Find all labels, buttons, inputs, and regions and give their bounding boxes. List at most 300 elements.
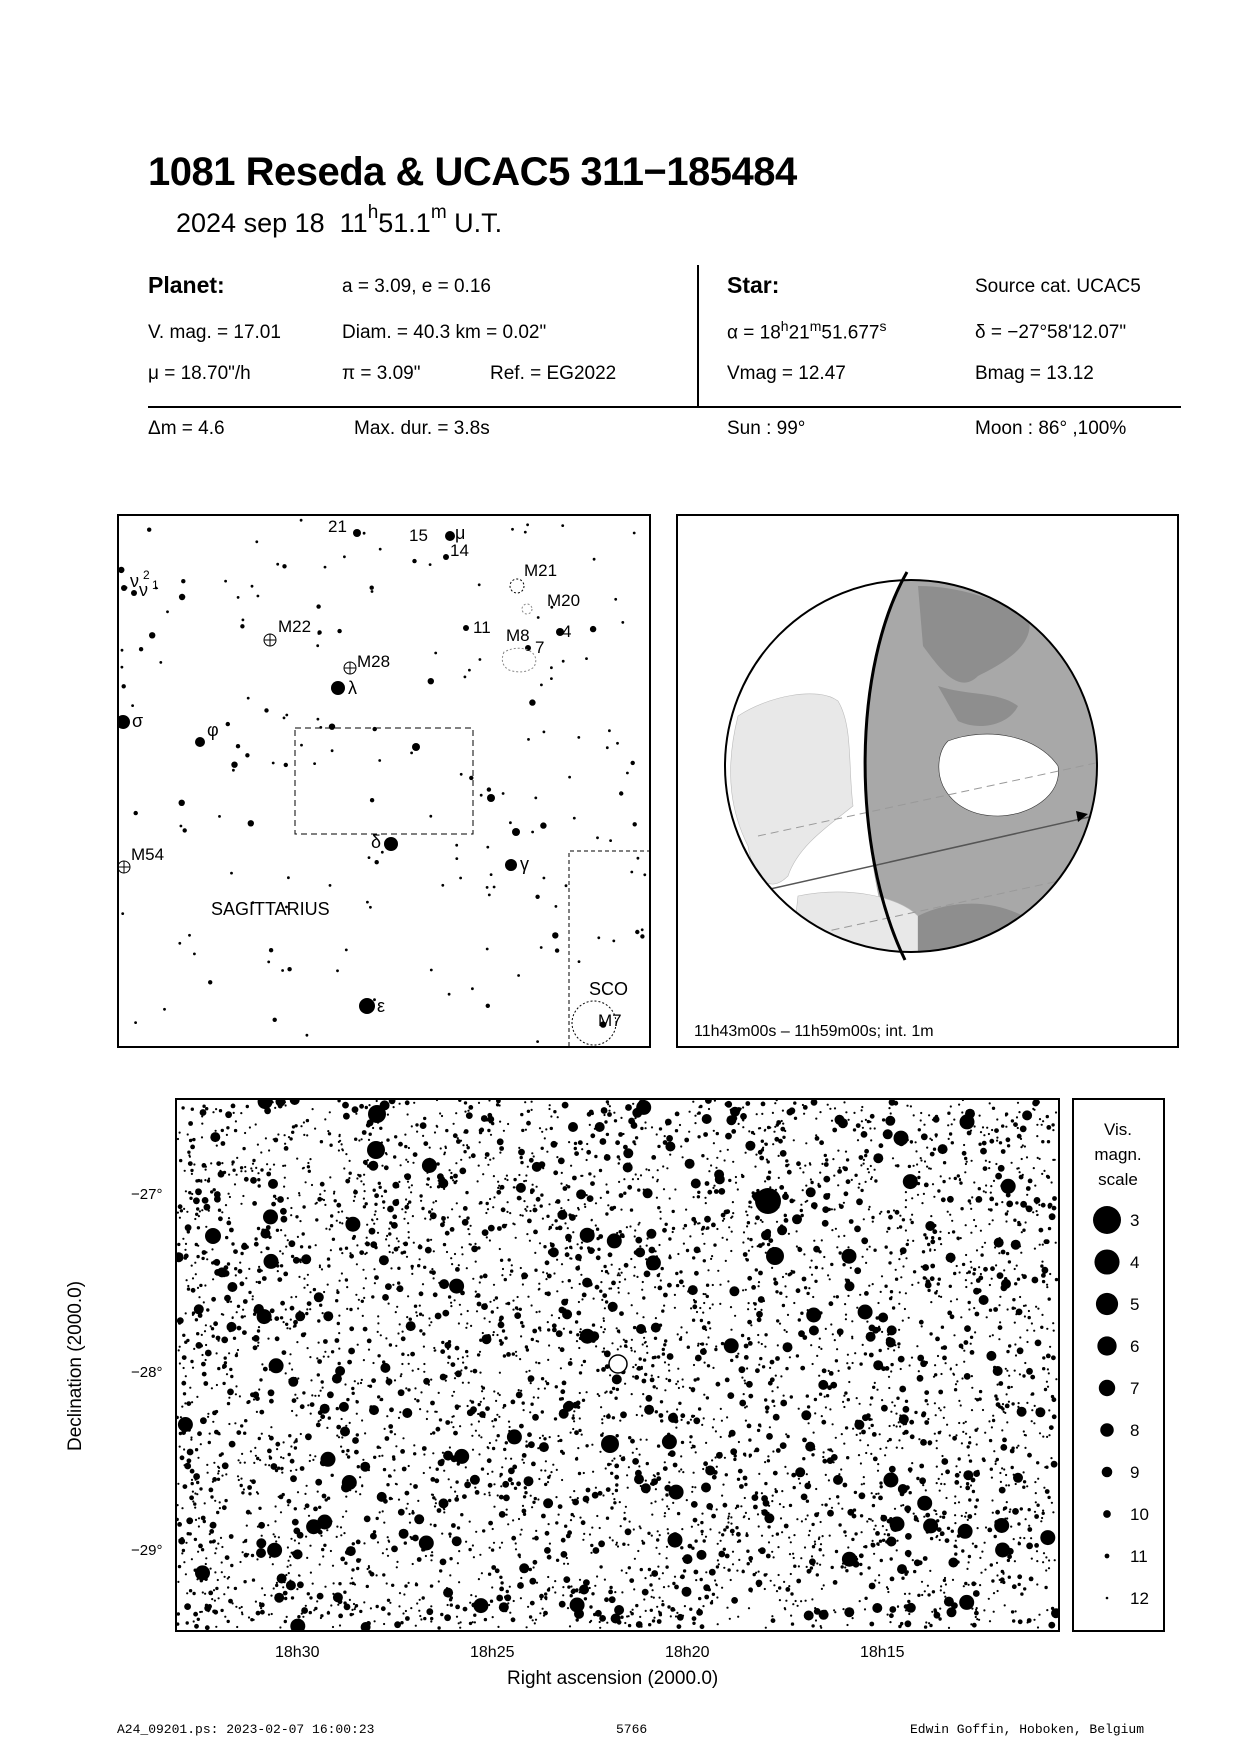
field-star <box>289 1240 296 1247</box>
field-star <box>833 1580 838 1585</box>
field-star <box>536 1197 541 1202</box>
field-star <box>193 1348 195 1350</box>
field-star <box>382 1294 389 1301</box>
field-star <box>386 1138 389 1141</box>
field-star <box>520 1156 523 1159</box>
field-star <box>349 1599 351 1601</box>
field-star <box>822 1535 824 1537</box>
field-star <box>726 1526 729 1529</box>
field-star <box>978 1397 981 1400</box>
field-star <box>872 1540 874 1542</box>
field-star <box>790 1615 792 1617</box>
field-star <box>244 1539 247 1542</box>
field-star <box>1014 1370 1016 1372</box>
field-star <box>547 1555 552 1560</box>
field-star <box>752 1498 754 1500</box>
field-star <box>579 1579 581 1581</box>
field-star <box>938 1237 941 1240</box>
finder-star <box>597 936 600 939</box>
field-star <box>905 1620 912 1627</box>
field-star <box>240 1424 243 1427</box>
field-star <box>257 1144 259 1146</box>
field-star <box>857 1139 859 1141</box>
field-star <box>512 1223 514 1225</box>
field-star <box>997 1590 999 1592</box>
field-star <box>742 1570 744 1572</box>
m20-symbol <box>522 604 532 614</box>
field-star <box>187 1285 189 1287</box>
field-star <box>990 1192 992 1194</box>
field-star <box>310 1402 315 1407</box>
field-star <box>735 1507 737 1509</box>
field-star <box>778 1574 780 1576</box>
field-star <box>687 1421 690 1424</box>
field-star <box>266 1247 269 1250</box>
field-star <box>1024 1315 1026 1317</box>
field-star <box>430 1523 432 1525</box>
field-star <box>477 1302 482 1307</box>
field-star <box>908 1317 910 1319</box>
field-star <box>302 1232 305 1235</box>
field-star <box>254 1242 259 1247</box>
field-star <box>178 1349 180 1351</box>
field-star <box>285 1574 287 1576</box>
field-star <box>969 1436 971 1438</box>
field-star <box>859 1600 861 1602</box>
field-star <box>469 1602 471 1604</box>
field-star <box>306 1557 308 1559</box>
field-star <box>905 1533 912 1540</box>
field-star <box>627 1185 632 1190</box>
field-star <box>711 1255 713 1257</box>
finder-star <box>163 1008 166 1011</box>
field-star <box>928 1167 930 1169</box>
field-star <box>499 1576 502 1579</box>
field-star <box>191 1482 194 1485</box>
field-star <box>205 1226 207 1228</box>
field-star <box>645 1168 647 1170</box>
field-star <box>1023 1480 1026 1483</box>
finder-star <box>479 658 482 661</box>
field-star <box>987 1528 992 1533</box>
field-star <box>407 1222 409 1224</box>
field-star <box>230 1301 232 1303</box>
field-star <box>286 1616 288 1618</box>
field-star <box>200 1417 207 1424</box>
field-star <box>327 1457 329 1459</box>
field-star <box>601 1299 603 1301</box>
field-star <box>472 1449 474 1451</box>
m21-symbol <box>510 579 524 593</box>
field-star <box>813 1246 820 1253</box>
field-star <box>256 1281 258 1283</box>
field-star <box>882 1539 885 1542</box>
finder-star <box>631 761 635 765</box>
field-star <box>947 1211 949 1213</box>
field-star <box>906 1603 916 1613</box>
field-star <box>548 1344 550 1346</box>
finder-star <box>345 949 348 952</box>
field-star <box>872 1283 874 1285</box>
field-star <box>919 1464 924 1469</box>
field-star <box>1043 1487 1045 1489</box>
field-star <box>563 1563 565 1565</box>
field-star <box>872 1520 874 1522</box>
field-star <box>608 1288 610 1290</box>
field-star <box>666 1546 668 1548</box>
field-star <box>809 1266 811 1268</box>
field-star <box>451 1208 453 1210</box>
field-star <box>627 1487 629 1489</box>
field-star <box>814 1541 816 1543</box>
field-star <box>771 1551 773 1553</box>
field-star <box>256 1548 266 1558</box>
field-star <box>569 1496 571 1498</box>
field-star <box>226 1221 231 1226</box>
field-star <box>968 1301 971 1304</box>
field-star <box>609 1105 611 1107</box>
field-star <box>975 1398 977 1400</box>
field-star <box>664 1461 666 1463</box>
field-star <box>845 1426 848 1429</box>
field-star <box>610 1472 613 1475</box>
field-star <box>804 1611 814 1621</box>
field-star <box>387 1599 390 1602</box>
field-star <box>751 1246 753 1248</box>
field-star <box>896 1425 898 1427</box>
field-star <box>211 1248 213 1250</box>
field-star <box>339 1280 341 1282</box>
field-star <box>283 1441 285 1443</box>
field-star <box>759 1156 764 1161</box>
star-7 <box>525 645 531 651</box>
finder-star <box>486 886 489 889</box>
field-star <box>1047 1140 1050 1143</box>
field-star <box>379 1127 382 1130</box>
field-star <box>190 1469 195 1474</box>
field-star <box>290 1296 292 1298</box>
field-star <box>796 1354 799 1357</box>
label-epsilon: ε <box>377 996 386 1016</box>
field-star <box>253 1398 255 1400</box>
field-star <box>327 1257 330 1260</box>
field-star <box>888 1376 890 1378</box>
field-star <box>1044 1466 1046 1468</box>
field-star <box>529 1568 532 1571</box>
field-star <box>782 1276 784 1278</box>
field-star <box>493 1542 495 1544</box>
field-star <box>1001 1124 1004 1127</box>
field-star <box>985 1191 987 1193</box>
field-star <box>410 1483 412 1485</box>
field-star <box>609 1537 611 1539</box>
field-star <box>264 1254 279 1269</box>
field-star <box>183 1392 186 1395</box>
field-star <box>1040 1530 1055 1545</box>
field-star <box>430 1379 432 1381</box>
field-star <box>561 1172 563 1174</box>
field-star <box>213 1321 218 1326</box>
field-star <box>748 1438 751 1441</box>
field-star <box>545 1598 547 1600</box>
field-star <box>399 1529 409 1539</box>
field-star <box>809 1446 811 1448</box>
field-star <box>773 1414 780 1421</box>
field-star <box>656 1606 658 1608</box>
field-star <box>989 1161 991 1163</box>
field-star <box>497 1392 499 1394</box>
field-star <box>247 1485 252 1490</box>
field-star <box>430 1212 437 1219</box>
field-star <box>423 1363 425 1365</box>
field-star <box>499 1248 501 1250</box>
field-star <box>570 1585 572 1587</box>
field-star <box>680 1326 682 1328</box>
field-star <box>491 1420 493 1422</box>
field-star <box>342 1149 344 1151</box>
field-star <box>780 1400 787 1407</box>
field-star <box>529 1210 531 1212</box>
field-star <box>590 1544 593 1547</box>
field-star <box>798 1565 800 1567</box>
field-star <box>404 1134 406 1136</box>
field-star <box>608 1590 613 1595</box>
field-star <box>221 1313 223 1315</box>
field-star <box>225 1555 230 1560</box>
field-star <box>869 1622 874 1627</box>
field-star <box>207 1472 209 1474</box>
field-star <box>289 1362 291 1364</box>
field-star <box>616 1542 618 1544</box>
field-star <box>747 1221 750 1224</box>
field-star <box>843 1406 845 1408</box>
field-star <box>684 1605 686 1607</box>
field-star <box>625 1528 632 1535</box>
sun-elongation: Sun : 99° <box>727 418 806 439</box>
field-star <box>506 1352 511 1357</box>
field-star <box>478 1434 480 1436</box>
field-star <box>568 1279 571 1282</box>
field-star <box>546 1291 551 1296</box>
field-star <box>863 1476 865 1478</box>
field-star <box>817 1512 819 1514</box>
field-star <box>862 1127 864 1129</box>
field-star <box>392 1182 399 1189</box>
field-star <box>732 1161 734 1163</box>
field-star <box>257 1227 260 1230</box>
field-star <box>268 1614 270 1616</box>
field-star <box>664 1135 666 1137</box>
field-star <box>252 1163 254 1165</box>
field-star <box>566 1557 568 1559</box>
field-star <box>700 1521 703 1524</box>
field-star <box>949 1214 951 1216</box>
star-right-ascension: $\alpha = 18^h21^m51.677^s$ <box>727 318 887 344</box>
field-star <box>505 1457 507 1459</box>
field-star <box>345 1510 347 1512</box>
field-star <box>644 1271 651 1278</box>
field-star <box>1051 1502 1053 1504</box>
field-star <box>853 1112 855 1114</box>
field-star <box>742 1241 744 1243</box>
field-star <box>351 1577 353 1579</box>
field-star <box>834 1611 836 1613</box>
field-star <box>482 1332 484 1334</box>
finder-star <box>331 749 334 752</box>
field-star <box>352 1392 355 1395</box>
field-star <box>772 1535 774 1537</box>
field-star <box>575 1215 577 1217</box>
field-star <box>519 1424 524 1429</box>
finder-star <box>633 822 637 826</box>
field-star <box>687 1346 690 1349</box>
field-star <box>1019 1537 1021 1539</box>
field-star <box>860 1164 862 1166</box>
field-star <box>608 1252 613 1257</box>
field-star <box>1014 1343 1016 1345</box>
field-star <box>539 1242 541 1244</box>
field-star <box>508 1421 510 1423</box>
finder-chart <box>117 514 651 1048</box>
field-star <box>320 1140 323 1143</box>
field-star <box>856 1307 858 1309</box>
field-star <box>669 1154 671 1156</box>
field-star <box>434 1505 436 1507</box>
field-star <box>993 1180 995 1182</box>
field-star <box>725 1554 730 1559</box>
field-star <box>198 1525 200 1527</box>
field-star <box>657 1355 660 1358</box>
field-star <box>912 1240 914 1242</box>
field-star <box>898 1329 900 1331</box>
field-star <box>1018 1619 1023 1624</box>
field-star <box>982 1141 987 1146</box>
field-star <box>272 1101 274 1103</box>
field-star <box>488 1521 493 1526</box>
field-star <box>642 1379 647 1384</box>
field-star <box>596 1228 599 1231</box>
finder-star <box>464 676 467 679</box>
field-star <box>370 1607 372 1609</box>
field-star <box>323 1339 328 1344</box>
field-star <box>925 1513 930 1518</box>
field-star <box>643 1188 653 1198</box>
field-star <box>789 1553 791 1555</box>
finder-star <box>511 528 514 531</box>
field-star <box>388 1245 390 1247</box>
finder-star <box>255 540 258 543</box>
field-star <box>806 1394 809 1397</box>
field-star <box>996 1562 998 1564</box>
field-star <box>297 1581 304 1588</box>
field-star <box>408 1200 411 1203</box>
field-star <box>577 1191 579 1193</box>
field-star <box>190 1169 193 1172</box>
field-star <box>872 1221 874 1223</box>
field-star <box>521 1459 523 1461</box>
field-star <box>844 1391 847 1394</box>
field-star <box>620 1233 625 1238</box>
field-star <box>1046 1284 1048 1286</box>
field-star <box>767 1525 770 1528</box>
field-star <box>281 1468 283 1470</box>
field-star <box>603 1331 605 1333</box>
field-star <box>448 1499 451 1502</box>
field-star <box>793 1565 796 1568</box>
field-star <box>261 1535 263 1537</box>
field-star <box>651 1535 653 1537</box>
field-star <box>1013 1538 1015 1540</box>
field-star <box>455 1346 460 1351</box>
field-star <box>752 1191 755 1194</box>
field-star <box>948 1627 950 1629</box>
field-star <box>273 1533 275 1535</box>
field-star <box>407 1161 409 1163</box>
field-star <box>349 1160 351 1162</box>
field-star <box>1012 1508 1019 1515</box>
field-star <box>785 1600 787 1602</box>
field-star <box>720 1408 722 1410</box>
field-star <box>505 1303 507 1305</box>
field-star <box>327 1391 334 1398</box>
field-star <box>1034 1185 1036 1187</box>
field-star <box>277 1270 279 1272</box>
field-star <box>992 1415 994 1417</box>
field-star <box>685 1592 687 1594</box>
field-star <box>516 1481 521 1486</box>
field-star <box>631 1349 633 1351</box>
field-star <box>1006 1393 1008 1395</box>
field-star <box>628 1615 630 1617</box>
field-star <box>646 1352 648 1354</box>
finder-star <box>486 846 489 849</box>
field-star <box>216 1336 221 1341</box>
field-star <box>278 1536 280 1538</box>
field-star <box>678 1402 681 1405</box>
field-star <box>703 1417 705 1419</box>
field-star <box>258 1507 261 1510</box>
field-star <box>338 1436 340 1438</box>
field-star <box>651 1126 653 1128</box>
field-star <box>389 1497 392 1500</box>
field-star <box>917 1520 919 1522</box>
field-star <box>439 1498 449 1508</box>
field-star <box>867 1168 869 1170</box>
field-star <box>259 1378 262 1381</box>
field-star <box>1046 1328 1048 1330</box>
field-star <box>854 1491 857 1494</box>
field-star <box>392 1284 394 1286</box>
field-star <box>466 1216 469 1219</box>
field-star <box>467 1146 470 1149</box>
field-star <box>750 1324 752 1326</box>
field-star <box>650 1575 652 1577</box>
finder-star <box>486 948 489 951</box>
field-star <box>205 1107 208 1110</box>
label-21: 21 <box>328 517 347 536</box>
field-star <box>896 1540 898 1542</box>
field-star <box>257 1172 259 1174</box>
field-star <box>1048 1559 1050 1561</box>
field-star <box>792 1553 794 1555</box>
field-star <box>821 1267 823 1269</box>
finder-star <box>626 772 629 775</box>
field-star <box>1011 1610 1014 1613</box>
field-star <box>244 1462 246 1464</box>
field-star <box>207 1413 209 1415</box>
field-star <box>940 1243 942 1245</box>
field-star <box>999 1141 1002 1144</box>
